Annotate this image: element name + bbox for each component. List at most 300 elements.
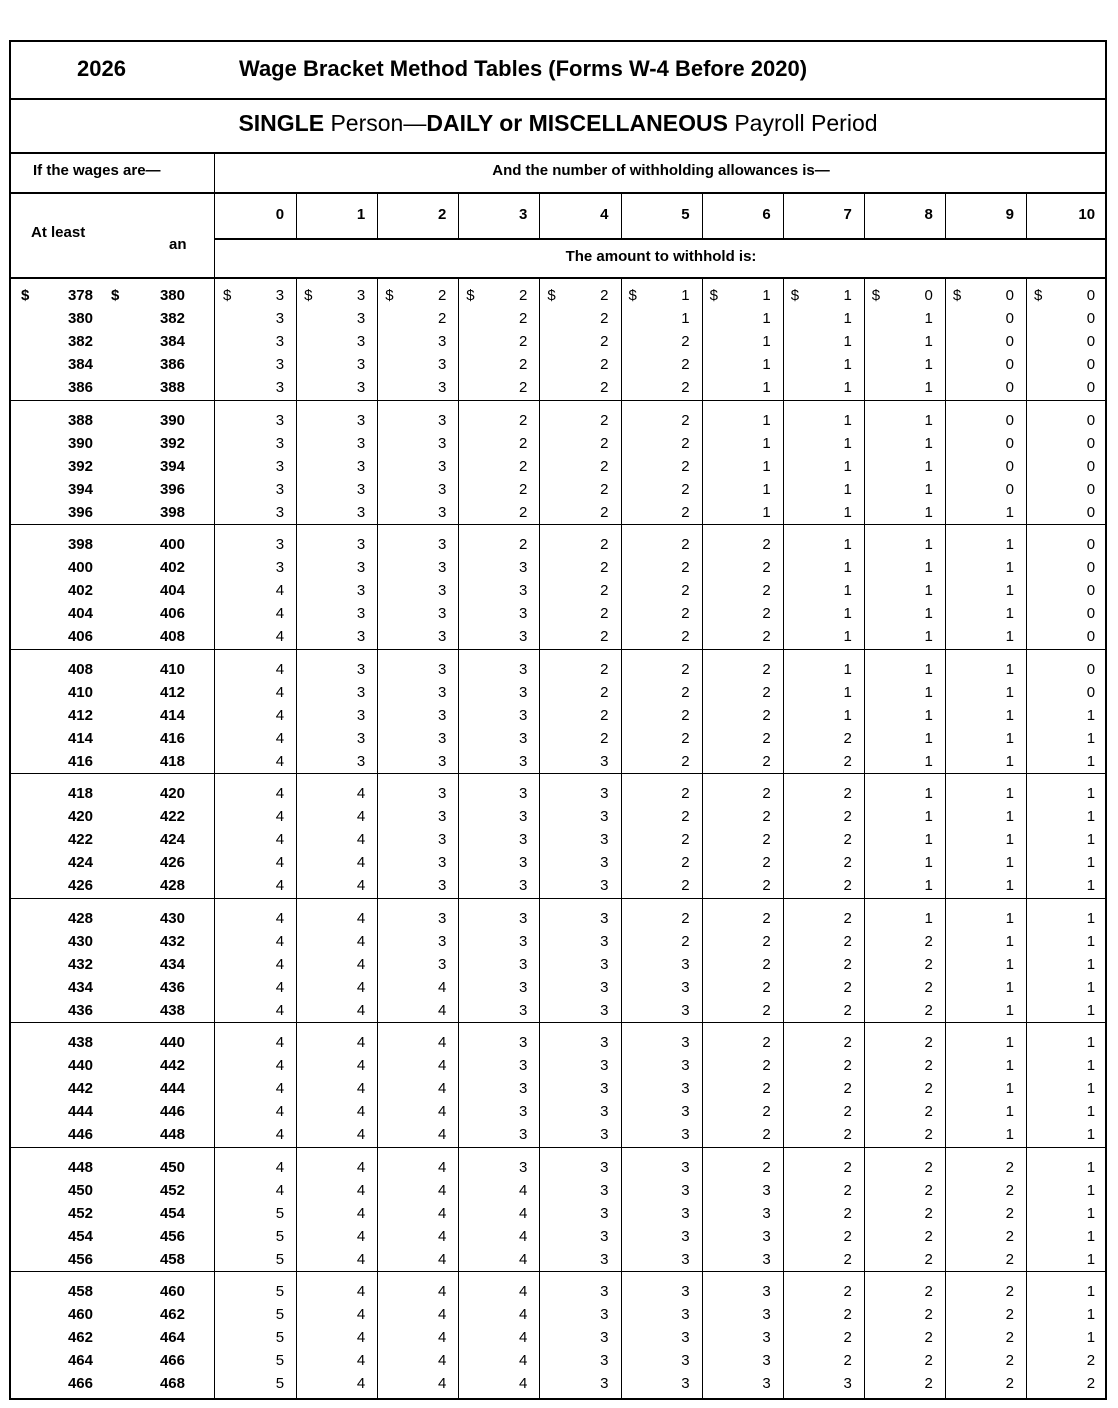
withholding-amount: 1 bbox=[1086, 785, 1096, 802]
withholding-amount: 3 bbox=[275, 411, 285, 429]
wage-but-less-than: 464 bbox=[159, 1329, 185, 1346]
withholding-amount: 4 bbox=[356, 978, 366, 996]
withholding-amount: 5 bbox=[275, 1250, 285, 1268]
withholding-amount: 1 bbox=[843, 287, 852, 304]
withholding-amount: 1 bbox=[1005, 978, 1014, 996]
withholding-amount: 1 bbox=[1005, 932, 1014, 950]
withholding-amount: 3 bbox=[437, 785, 447, 802]
withholding-amount: 3 bbox=[519, 854, 528, 871]
withholding-amount: 3 bbox=[762, 1283, 771, 1300]
withholding-amount: 3 bbox=[600, 955, 609, 973]
withholding-amount: 1 bbox=[1086, 729, 1096, 747]
wage-but-less-than: 460 bbox=[159, 1283, 185, 1300]
withholding-amount: 2 bbox=[843, 785, 852, 802]
withholding-amount: 2 bbox=[924, 1034, 933, 1051]
withholding-amount: 1 bbox=[1005, 559, 1014, 576]
withholding-amount: 2 bbox=[600, 379, 609, 396]
withholding-amount: 0 bbox=[1086, 582, 1096, 599]
wage-at-least: 398 bbox=[67, 536, 93, 553]
wage-at-least: 408 bbox=[67, 660, 93, 678]
withholding-amount: 2 bbox=[762, 1158, 771, 1176]
withholding-amount: 0 bbox=[1086, 628, 1096, 645]
withholding-amount: 0 bbox=[1005, 457, 1014, 475]
withholding-amount: 2 bbox=[843, 854, 852, 871]
withholding-amount: 1 bbox=[1086, 955, 1096, 973]
withholding-amount: 2 bbox=[519, 434, 528, 452]
withholding-amount: 4 bbox=[275, 605, 285, 622]
dollar-sign: $ bbox=[871, 287, 881, 304]
withholding-amount: 4 bbox=[437, 1181, 447, 1199]
withholding-amount: 3 bbox=[437, 503, 447, 521]
wage-at-least: 400 bbox=[67, 559, 93, 576]
withholding-amount: 1 bbox=[1005, 854, 1014, 871]
withholding-amount: 1 bbox=[843, 559, 852, 576]
withholding-amount: 4 bbox=[356, 1181, 366, 1199]
withholding-amount: 3 bbox=[600, 831, 609, 848]
withholding-amount: 2 bbox=[762, 785, 771, 802]
wage-but-less-than: 380 bbox=[159, 287, 185, 304]
withholding-amount: 1 bbox=[1005, 706, 1014, 724]
withholding-amount: 2 bbox=[843, 1227, 852, 1245]
withholding-amount: 0 bbox=[1086, 434, 1096, 452]
withholding-amount: 5 bbox=[275, 1283, 285, 1300]
withholding-amount: 2 bbox=[681, 582, 690, 599]
withholding-amount: 1 bbox=[1005, 1103, 1014, 1120]
column-separator bbox=[945, 277, 946, 1398]
withholding-amount: 2 bbox=[924, 1181, 933, 1199]
withholding-amount: 3 bbox=[519, 559, 528, 576]
withholding-amount: 2 bbox=[924, 1204, 933, 1222]
withholding-amount: 2 bbox=[1005, 1375, 1014, 1392]
withholding-amount: 1 bbox=[1005, 785, 1014, 802]
table-subtitle bbox=[11, 110, 1105, 137]
withholding-amount: 3 bbox=[762, 1250, 771, 1268]
withholding-amount: 3 bbox=[275, 503, 285, 521]
dollar-sign: $ bbox=[547, 287, 556, 304]
column-separator bbox=[702, 192, 703, 238]
withholding-amount: 3 bbox=[356, 683, 366, 701]
withholding-amount: 1 bbox=[843, 706, 852, 724]
withholding-amount: 3 bbox=[275, 310, 285, 327]
withholding-amount: 3 bbox=[519, 909, 528, 927]
withholding-amount: 3 bbox=[275, 434, 285, 452]
wage-at-least: 394 bbox=[67, 480, 93, 498]
withholding-amount: 2 bbox=[681, 379, 690, 396]
withholding-amount: 4 bbox=[437, 1126, 447, 1143]
withholding-amount: 1 bbox=[1086, 831, 1096, 848]
withholding-amount: 3 bbox=[437, 706, 447, 724]
at-least-label: At least bbox=[31, 224, 86, 241]
withholding-amount: 4 bbox=[356, 1057, 366, 1074]
column-separator bbox=[702, 277, 703, 1398]
withholding-amount: 2 bbox=[843, 1057, 852, 1074]
withholding-amount: 1 bbox=[924, 480, 933, 498]
withholding-amount: 3 bbox=[356, 411, 366, 429]
withholding-amount: 1 bbox=[924, 379, 933, 396]
withholding-amount: 2 bbox=[437, 287, 447, 304]
withholding-amount: 2 bbox=[762, 831, 771, 848]
withholding-amount: 2 bbox=[762, 729, 771, 747]
withholding-amount: 2 bbox=[681, 333, 690, 350]
withholding-amount: 2 bbox=[681, 559, 690, 576]
withholding-amount: 3 bbox=[681, 1227, 690, 1245]
withholding-amount: 3 bbox=[681, 955, 690, 973]
wage-at-least: 460 bbox=[67, 1306, 93, 1323]
withholding-amount: 3 bbox=[275, 536, 285, 553]
withholding-amount: 1 bbox=[1005, 660, 1014, 678]
withholding-amount: 2 bbox=[924, 1375, 933, 1392]
withholding-amount: 1 bbox=[1086, 808, 1096, 825]
withholding-amount: 0 bbox=[1005, 379, 1014, 396]
withholding-amount: 2 bbox=[762, 1034, 771, 1051]
withholding-amount: 2 bbox=[924, 1057, 933, 1074]
withholding-amount: 2 bbox=[1005, 1250, 1014, 1268]
withholding-amount: 4 bbox=[519, 1306, 528, 1323]
withholding-amount: 4 bbox=[437, 1375, 447, 1392]
withholding-amount: 4 bbox=[437, 1227, 447, 1245]
withholding-amount: 3 bbox=[681, 1034, 690, 1051]
withholding-amount: 0 bbox=[1086, 683, 1096, 701]
wage-but-less-than: 444 bbox=[159, 1080, 185, 1097]
withholding-amount: 3 bbox=[356, 605, 366, 622]
withholding-amount: 3 bbox=[600, 1158, 609, 1176]
group-divider bbox=[11, 400, 1105, 401]
withholding-amount: 4 bbox=[275, 729, 285, 747]
withholding-amount: 3 bbox=[519, 785, 528, 802]
column-separator bbox=[296, 277, 297, 1398]
withholding-amount: 0 bbox=[1086, 605, 1096, 622]
withholding-amount: 2 bbox=[519, 287, 528, 304]
withholding-amount: 1 bbox=[681, 287, 690, 304]
wage-at-least: 446 bbox=[67, 1126, 93, 1143]
withholding-amount: 2 bbox=[762, 1103, 771, 1120]
withholding-amount: 3 bbox=[356, 660, 366, 678]
withholding-amount: 1 bbox=[843, 536, 852, 553]
withholding-amount: 4 bbox=[275, 978, 285, 996]
withholding-amount: 2 bbox=[1005, 1181, 1014, 1199]
withholding-amount: 3 bbox=[437, 877, 447, 894]
column-separator bbox=[377, 277, 378, 1398]
column-separator bbox=[621, 277, 622, 1398]
withholding-amount: 0 bbox=[1086, 457, 1096, 475]
withholding-amount: 2 bbox=[600, 683, 609, 701]
withholding-amount: 4 bbox=[356, 1204, 366, 1222]
wage-at-least: 380 bbox=[67, 310, 93, 327]
withholding-amount: 4 bbox=[275, 955, 285, 973]
withholding-amount: 3 bbox=[437, 854, 447, 871]
withholding-amount: 3 bbox=[437, 729, 447, 747]
withholding-amount: 0 bbox=[1086, 411, 1096, 429]
withholding-amount: 2 bbox=[843, 1250, 852, 1268]
withholding-amount: 3 bbox=[600, 1103, 609, 1120]
column-separator bbox=[864, 192, 865, 238]
withholding-amount: 2 bbox=[1005, 1204, 1014, 1222]
withholding-amount: 4 bbox=[519, 1329, 528, 1346]
withholding-amount: 2 bbox=[843, 932, 852, 950]
withholding-amount: 3 bbox=[356, 729, 366, 747]
withholding-amount: 3 bbox=[519, 582, 528, 599]
withholding-amount: 2 bbox=[600, 480, 609, 498]
withholding-amount: 2 bbox=[600, 536, 609, 553]
withholding-amount: 3 bbox=[356, 356, 366, 373]
withholding-amount: 1 bbox=[1086, 1001, 1096, 1019]
allowance-column-header: 10 bbox=[1078, 206, 1096, 223]
column-separator bbox=[1026, 277, 1027, 1398]
wage-at-least: 436 bbox=[67, 1001, 93, 1019]
withholding-amount: 1 bbox=[1086, 1227, 1096, 1245]
withholding-amount: 4 bbox=[275, 785, 285, 802]
withholding-amount: 1 bbox=[924, 559, 933, 576]
withholding-amount: 0 bbox=[1086, 333, 1096, 350]
wage-but-less-than: 402 bbox=[159, 559, 185, 576]
withholding-amount: 4 bbox=[275, 1181, 285, 1199]
withholding-amount: 2 bbox=[519, 379, 528, 396]
column-separator bbox=[621, 192, 622, 238]
withholding-amount: 3 bbox=[437, 660, 447, 678]
withholding-amount: 4 bbox=[437, 1352, 447, 1369]
withholding-amount: 4 bbox=[356, 932, 366, 950]
dollar-sign: $ bbox=[21, 287, 30, 304]
withholding-amount: 2 bbox=[762, 1080, 771, 1097]
withholding-amount: 2 bbox=[843, 1283, 852, 1300]
withholding-amount: 4 bbox=[356, 854, 366, 871]
withholding-amount: 0 bbox=[1086, 503, 1096, 521]
wage-but-less-than: 422 bbox=[159, 808, 185, 825]
withholding-amount: 4 bbox=[356, 1306, 366, 1323]
withholding-amount: 2 bbox=[600, 457, 609, 475]
withholding-amount: 3 bbox=[356, 582, 366, 599]
dollar-sign: $ bbox=[304, 287, 313, 304]
wage-but-less-than: 428 bbox=[159, 877, 185, 894]
withholding-amount: 4 bbox=[519, 1250, 528, 1268]
withholding-amount: 1 bbox=[924, 536, 933, 553]
wage-but-less-than: 462 bbox=[159, 1306, 185, 1323]
withholding-amount: 2 bbox=[681, 356, 690, 373]
withholding-amount: 4 bbox=[437, 1329, 447, 1346]
wage-but-less-than: 414 bbox=[159, 706, 185, 724]
dollar-sign: $ bbox=[111, 287, 120, 304]
withholding-amount: 1 bbox=[924, 457, 933, 475]
withholding-amount: 1 bbox=[1086, 1283, 1096, 1300]
wage-but-less-than: 384 bbox=[159, 333, 185, 350]
wage-at-least: 412 bbox=[67, 706, 93, 724]
withholding-amount: 3 bbox=[600, 1227, 609, 1245]
withholding-amount: 2 bbox=[924, 1306, 933, 1323]
withholding-amount: 3 bbox=[275, 356, 285, 373]
withholding-amount: 2 bbox=[843, 1352, 852, 1369]
wage-but-less-than: 440 bbox=[159, 1034, 185, 1051]
withholding-amount: 3 bbox=[600, 1034, 609, 1051]
withholding-amount: 2 bbox=[762, 955, 771, 973]
withholding-amount: 2 bbox=[843, 808, 852, 825]
wage-but-less-than: 388 bbox=[159, 379, 185, 396]
withholding-amount: 1 bbox=[843, 628, 852, 645]
withholding-amount: 3 bbox=[437, 457, 447, 475]
withholding-amount: 3 bbox=[681, 1103, 690, 1120]
withholding-amount: 1 bbox=[1086, 1126, 1096, 1143]
withholding-amount: 2 bbox=[600, 660, 609, 678]
allowance-column-header: 0 bbox=[275, 206, 285, 223]
withholding-amount: 4 bbox=[356, 1034, 366, 1051]
withholding-amount: 1 bbox=[843, 356, 852, 373]
wage-at-least: 432 bbox=[67, 955, 93, 973]
withholding-amount: 3 bbox=[600, 1204, 609, 1222]
withholding-amount: 3 bbox=[600, 1352, 609, 1369]
wage-but-less-than: 424 bbox=[159, 831, 185, 848]
withholding-amount: 3 bbox=[600, 752, 609, 770]
wage-at-least: 388 bbox=[67, 411, 93, 429]
allowance-column-header: 3 bbox=[519, 206, 528, 223]
allowance-column-header: 5 bbox=[681, 206, 690, 223]
withholding-amount: 1 bbox=[1005, 808, 1014, 825]
withholding-amount: 2 bbox=[681, 729, 690, 747]
withholding-amount: 4 bbox=[437, 1158, 447, 1176]
withholding-amount: 4 bbox=[275, 706, 285, 724]
withholding-amount: 3 bbox=[600, 1126, 609, 1143]
column-separator bbox=[783, 277, 784, 1398]
withholding-amount: 2 bbox=[600, 628, 609, 645]
withholding-amount: 3 bbox=[519, 1126, 528, 1143]
withholding-amount: 1 bbox=[762, 434, 771, 452]
group-divider bbox=[11, 1147, 1105, 1148]
withholding-amount: 2 bbox=[762, 1126, 771, 1143]
withholding-amount: 2 bbox=[924, 932, 933, 950]
withholding-amount: 1 bbox=[1005, 605, 1014, 622]
withholding-amount: 1 bbox=[924, 752, 933, 770]
table-year: 2026 bbox=[77, 56, 126, 81]
wage-but-less-than: 406 bbox=[159, 605, 185, 622]
withholding-amount: 4 bbox=[437, 1306, 447, 1323]
withholding-amount: 1 bbox=[924, 877, 933, 894]
withholding-amount: 2 bbox=[519, 411, 528, 429]
withholding-amount: 1 bbox=[1086, 1204, 1096, 1222]
withholding-amount: 2 bbox=[681, 503, 690, 521]
withholding-amount: 4 bbox=[437, 1103, 447, 1120]
withholding-amount: 4 bbox=[356, 808, 366, 825]
withholding-amount: 1 bbox=[1005, 1126, 1014, 1143]
wage-but-less-than: 416 bbox=[159, 729, 185, 747]
withholding-amount: 1 bbox=[762, 480, 771, 498]
withholding-amount: 3 bbox=[600, 1001, 609, 1019]
wage-at-least: 454 bbox=[67, 1227, 93, 1245]
dollar-sign: $ bbox=[709, 287, 718, 304]
withholding-amount: 3 bbox=[275, 287, 285, 304]
group-divider bbox=[11, 524, 1105, 525]
withholding-amount: 3 bbox=[519, 660, 528, 678]
withholding-amount: 3 bbox=[437, 683, 447, 701]
withholding-amount: 3 bbox=[356, 310, 366, 327]
withholding-amount: 3 bbox=[356, 379, 366, 396]
withholding-amount: 1 bbox=[843, 660, 852, 678]
withholding-amount: 1 bbox=[924, 411, 933, 429]
wage-but-less-than: 452 bbox=[159, 1181, 185, 1199]
group-divider bbox=[11, 898, 1105, 899]
withholding-amount: 2 bbox=[1005, 1158, 1014, 1176]
withholding-amount: 3 bbox=[356, 706, 366, 724]
withholding-amount: 1 bbox=[843, 411, 852, 429]
wage-at-least: 444 bbox=[67, 1103, 93, 1120]
filing-status: SINGLE bbox=[238, 110, 325, 136]
withholding-amount: 2 bbox=[843, 909, 852, 927]
withholding-amount: 1 bbox=[1005, 877, 1014, 894]
wage-at-least: 390 bbox=[67, 434, 93, 452]
wage-but-less-than: 408 bbox=[159, 628, 185, 645]
subtitle-text: Person— bbox=[324, 110, 427, 136]
withholding-amount: 3 bbox=[519, 605, 528, 622]
withholding-amount: 4 bbox=[275, 877, 285, 894]
withholding-amount: 1 bbox=[843, 457, 852, 475]
withholding-amount: 1 bbox=[1005, 1001, 1014, 1019]
withholding-amount: 3 bbox=[519, 877, 528, 894]
withholding-amount: 4 bbox=[275, 831, 285, 848]
withholding-amount: 2 bbox=[843, 955, 852, 973]
withholding-amount: 4 bbox=[356, 1352, 366, 1369]
withholding-amount: 4 bbox=[356, 785, 366, 802]
withholding-amount: 2 bbox=[1005, 1329, 1014, 1346]
withholding-amount: 1 bbox=[1086, 1306, 1096, 1323]
withholding-amount: 4 bbox=[356, 1126, 366, 1143]
withholding-amount: 1 bbox=[1005, 831, 1014, 848]
withholding-amount: 4 bbox=[275, 582, 285, 599]
column-separator bbox=[783, 192, 784, 238]
withholding-amount: 2 bbox=[1005, 1352, 1014, 1369]
allowance-column-header: 4 bbox=[600, 206, 609, 223]
withholding-amount: 3 bbox=[762, 1306, 771, 1323]
withholding-amount: 4 bbox=[275, 1103, 285, 1120]
withholding-amount: 1 bbox=[1005, 1034, 1014, 1051]
withholding-amount: 1 bbox=[924, 628, 933, 645]
wage-at-least: 422 bbox=[67, 831, 93, 848]
wage-at-least: 382 bbox=[67, 333, 93, 350]
dollar-sign: $ bbox=[790, 287, 800, 304]
withholding-amount: 4 bbox=[275, 628, 285, 645]
dollar-sign: $ bbox=[223, 287, 232, 304]
wage-but-less-than: 458 bbox=[159, 1250, 185, 1268]
withholding-amount: 1 bbox=[1086, 1250, 1096, 1268]
withholding-amount: 4 bbox=[275, 1034, 285, 1051]
withholding-amount: 5 bbox=[275, 1329, 285, 1346]
withholding-amount: 3 bbox=[519, 978, 528, 996]
withholding-amount: 4 bbox=[356, 1250, 366, 1268]
withholding-amount: 3 bbox=[519, 808, 528, 825]
withholding-amount: 2 bbox=[924, 1126, 933, 1143]
withholding-amount: 3 bbox=[519, 1057, 528, 1074]
withholding-amount: 3 bbox=[437, 582, 447, 599]
withholding-amount: 2 bbox=[924, 955, 933, 973]
withholding-amount: 3 bbox=[681, 1306, 690, 1323]
withholding-amount: 1 bbox=[1005, 582, 1014, 599]
dollar-sign: $ bbox=[466, 287, 475, 304]
withholding-amount: 1 bbox=[1005, 752, 1014, 770]
column-separator bbox=[945, 192, 946, 238]
withholding-amount: 4 bbox=[356, 831, 366, 848]
withholding-amount: 4 bbox=[275, 683, 285, 701]
wage-but-less-than: 426 bbox=[159, 854, 185, 871]
withholding-amount: 2 bbox=[762, 1001, 771, 1019]
withholding-amount: 0 bbox=[1086, 379, 1096, 396]
wage-but-less-than: 454 bbox=[159, 1204, 185, 1222]
withholding-amount: 3 bbox=[519, 1103, 528, 1120]
withholding-amount: 2 bbox=[924, 1103, 933, 1120]
withholding-amount: 4 bbox=[437, 1057, 447, 1074]
withholding-amount: 1 bbox=[1086, 1057, 1096, 1074]
withholding-amount: 2 bbox=[843, 1329, 852, 1346]
withholding-amount: 3 bbox=[762, 1352, 771, 1369]
withholding-amount: 1 bbox=[1005, 1057, 1014, 1074]
dollar-sign: $ bbox=[628, 287, 637, 304]
wage-at-least: 428 bbox=[67, 909, 93, 927]
withholding-amount: 2 bbox=[762, 932, 771, 950]
